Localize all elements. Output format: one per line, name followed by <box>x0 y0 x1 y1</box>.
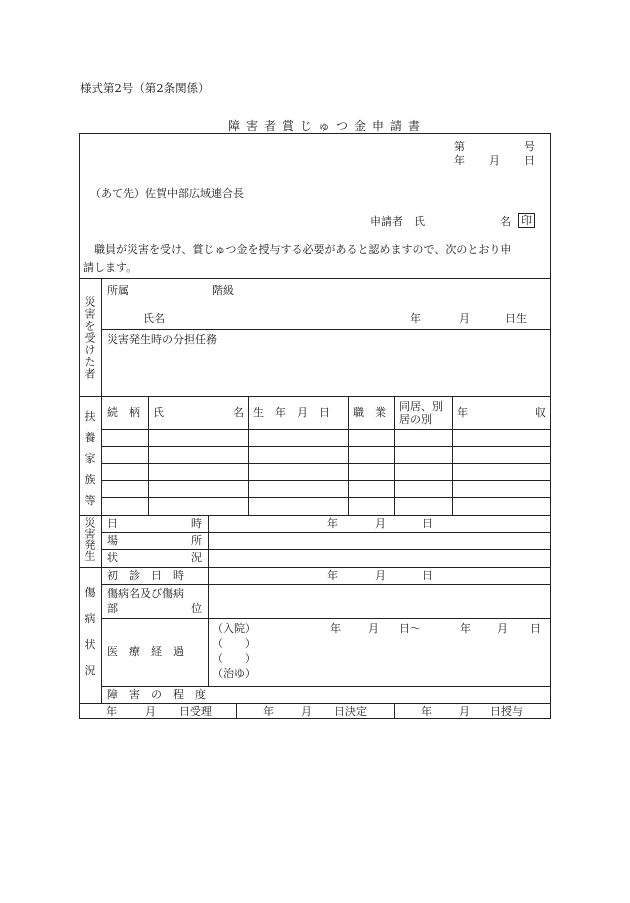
first-exam-label: 初 診 日 時 <box>107 569 184 582</box>
diagnosis-label-2a: 部 <box>107 602 118 615</box>
duty-label: 災害発生時の分担任務 <box>107 333 217 346</box>
course-cured: （治ゆ） <box>212 667 256 680</box>
col-cohab-2: 居の別 <box>399 413 432 426</box>
diagnosis-label-1: 傷病名及び傷病 <box>107 587 184 600</box>
course-from-year: 年 <box>330 622 341 635</box>
incident-section-label: 災害発生 <box>83 517 96 561</box>
body-text-line2: 請します。 <box>83 261 138 274</box>
victim-name-label: 氏名 <box>143 312 165 325</box>
awarded-label: 日授与 <box>490 705 523 718</box>
rank-label: 階級 <box>212 284 234 297</box>
incident-place-a: 場 <box>107 534 118 547</box>
course-admit: （入院） <box>212 622 256 635</box>
name-suffix: 名 <box>500 215 511 228</box>
first-exam-month: 月 <box>375 569 386 582</box>
course-paren-2: （ ） <box>212 652 256 665</box>
col-name-b: 名 <box>233 406 244 419</box>
incident-place-b: 所 <box>191 534 202 547</box>
incident-time-a: 日 <box>107 517 118 530</box>
seal-mark: 印 <box>518 213 535 228</box>
header-day: 日 <box>524 154 535 167</box>
course-from-day: 日～ <box>399 622 421 635</box>
first-exam-year: 年 <box>327 569 338 582</box>
course-label: 医 療 経 過 <box>107 645 184 658</box>
col-cohab-1: 同居、別 <box>399 400 443 413</box>
col-income-a: 年 <box>457 406 468 419</box>
form-title: 障害者賞じゅつ金申請書 <box>228 119 427 133</box>
incident-status-b: 況 <box>191 551 202 564</box>
birth-year: 年 <box>410 312 421 325</box>
applicant-label: 申請者 氏 <box>370 215 425 228</box>
severity-label: 障 害 の 程 度 <box>107 688 206 701</box>
affiliation-label: 所属 <box>107 284 129 297</box>
col-birth: 生 年 月 日 <box>253 406 330 419</box>
col-relation: 続 柄 <box>107 406 140 419</box>
incident-day: 日 <box>422 517 433 530</box>
incident-year: 年 <box>327 517 338 530</box>
awarded-month: 月 <box>459 705 470 718</box>
received-month: 月 <box>145 705 156 718</box>
course-to-month: 月 <box>497 622 508 635</box>
header-year: 年 <box>454 154 465 167</box>
victim-section-label: 災害を受けた者 <box>83 296 96 380</box>
addressee: （あて先）佐賀中部広域連合長 <box>90 187 244 200</box>
first-exam-day: 日 <box>422 569 433 582</box>
incident-month: 月 <box>375 517 386 530</box>
course-to-day: 日 <box>530 622 541 635</box>
col-name-a: 氏 <box>153 406 164 419</box>
course-from-month: 月 <box>368 622 379 635</box>
decided-year: 年 <box>263 705 274 718</box>
awarded-year: 年 <box>421 705 432 718</box>
course-paren-1: （ ） <box>212 637 256 650</box>
number-prefix: 第 <box>454 140 465 153</box>
family-section-label: 扶養家族等 <box>84 410 96 507</box>
received-year: 年 <box>106 705 117 718</box>
decided-month: 月 <box>301 705 312 718</box>
incident-status-a: 状 <box>107 551 118 564</box>
diagnosis-label-2b: 位 <box>191 602 202 615</box>
injury-section-label: 傷病状況 <box>84 586 96 677</box>
header-month: 月 <box>489 154 500 167</box>
col-income-b: 収 <box>535 406 546 419</box>
course-to-year: 年 <box>460 622 471 635</box>
birth-month: 月 <box>459 312 470 325</box>
birth-day: 日生 <box>505 312 527 325</box>
received-label: 日受理 <box>179 705 212 718</box>
incident-time-b: 時 <box>191 517 202 530</box>
decided-label: 日決定 <box>334 705 367 718</box>
body-text-line1: 職員が災害を受け、賞じゅつ金を授与する必要があると認めますので、次のとおり申 <box>94 243 512 256</box>
number-suffix: 号 <box>524 140 535 153</box>
col-job: 職 業 <box>353 406 386 419</box>
form-id: 様式第2号（第2条関係） <box>80 81 210 95</box>
